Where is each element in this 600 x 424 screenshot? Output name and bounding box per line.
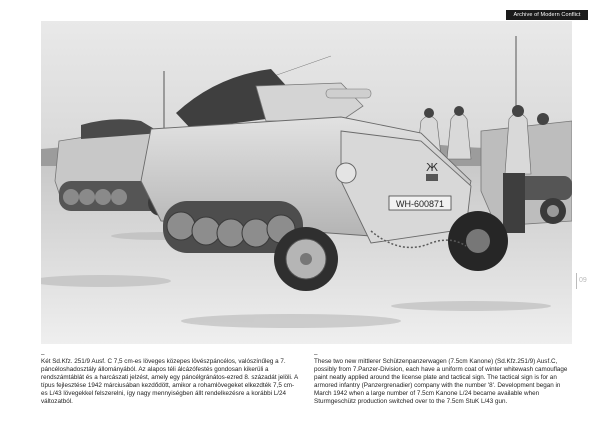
caption-hungarian-text: Két Sd.Kfz. 251/9 Ausf. C 7,5 cm-es löveges közepes lövészpáncélos, valószínűleg a 7. páncéloshadosztály állományából. Az alapos téli álcázófestés gondosan kikerüli a rendszámtáblát és a harcászati jelzést, amely egy páncélgránátos-ezred 8. századát jelöli. A típus fejlesztése 1942 márciusában kezdődött, amikor a rohamlövegeket elkezdték 7,5 cm-es L/43 lövegekkel felszerelni, így nagy mennyiségben állt rendelkezésre a korábbi L/24 változatból.	[41, 358, 298, 406]
page-number: 09	[579, 277, 587, 284]
page-number-rule	[576, 273, 577, 289]
series-label: Archive of Modern Conflict	[506, 10, 588, 20]
caption-hungarian	[41, 351, 300, 407]
caption-marker: –	[314, 351, 318, 358]
caption-marker: –	[41, 351, 45, 358]
archival-photo	[41, 21, 572, 344]
license-plate-text: WH-600871	[395, 199, 445, 209]
caption-english-text: These two new mittlerer Schützenpanzerwagen (7.5cm Kanone) (Sd.Kfz.251/9) Ausf.C, possibly from 7.Panzer-Division, each have a uniform coat of winter whitewash camouflage paint neatly applied around the license plate and tactical sign. The tactical sign is for an armored infantry (Panzergrenadier) company with the number '8'. Development began in March 1942 when a large number of 7.5cm Kanone L/24 became available when Sturmgeschütz production switched over to the 7.5cm StuK L/43 gun.	[314, 358, 568, 406]
tactical-sign: Ж	[426, 161, 438, 174]
caption-english	[314, 351, 574, 407]
